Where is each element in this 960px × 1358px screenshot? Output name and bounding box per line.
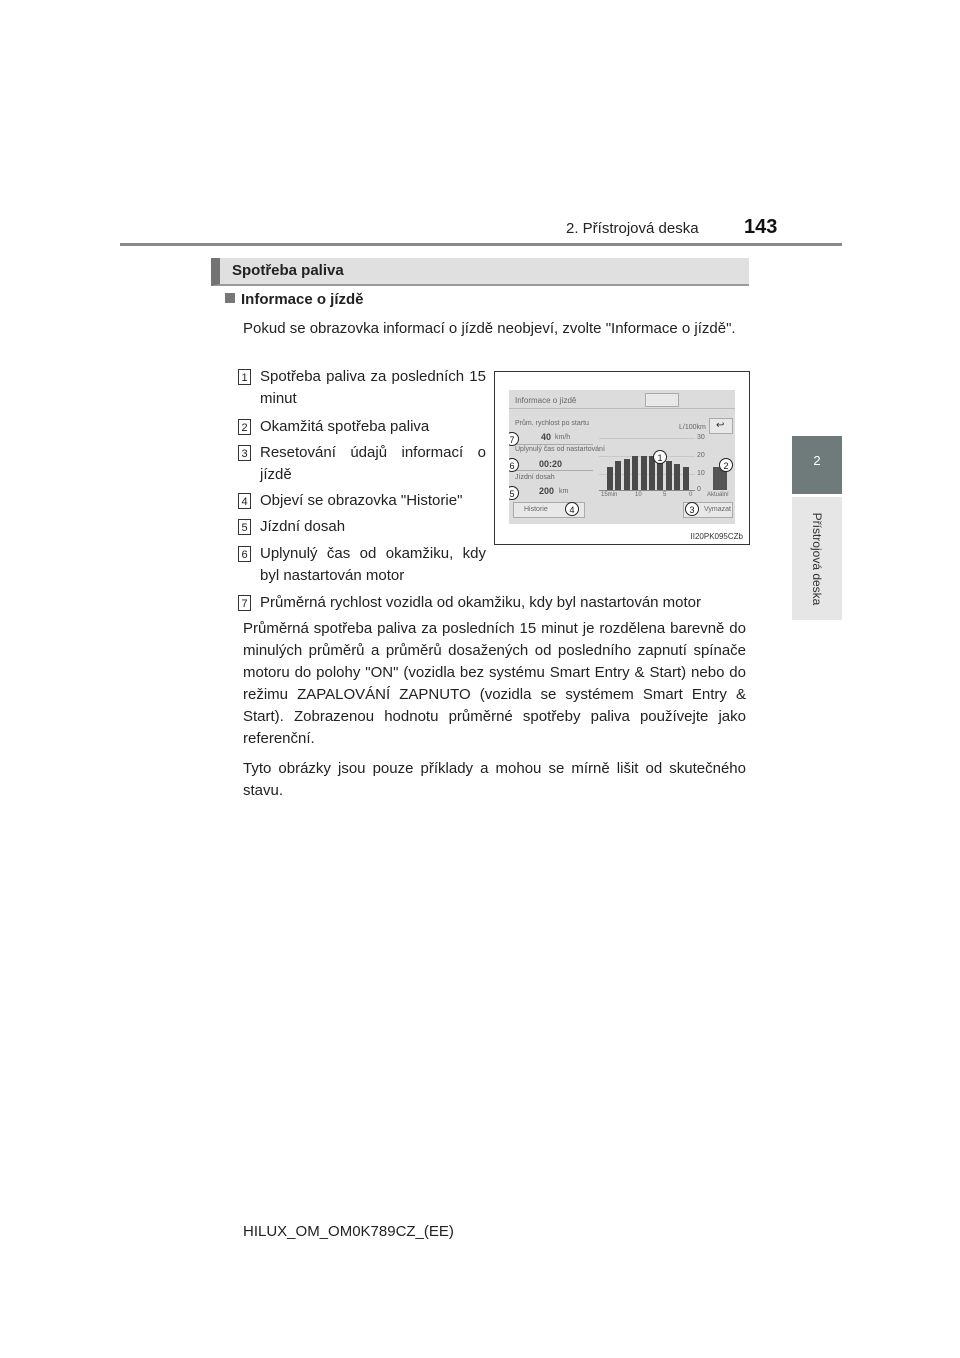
footer-code: HILUX_OM_OM0K789CZ_(EE) <box>243 1223 454 1240</box>
paragraph-consumption: Průměrná spotřeba paliva za posledních 15 minut je rozdělena barevně do minulých průměrů a průměrů dosažených od posledního zapnutí spínače motoru do polohy "ON" (vozidla bez systému Smart Entry & Start) nebo do režimu ZAPALOVÁNÍ ZAPNUTO (vozidla se systémem Smart Entry & Start). Zobrazenou hodnotu průměrné spotřeby paliva používejte jako referenční. <box>243 620 746 747</box>
list-item: Uplynulý čas od okamžiku, kdy byl nastartován motor <box>260 545 486 584</box>
item-number: 3 <box>238 445 251 461</box>
list-item: Okamžitá spotřeba paliva <box>260 418 430 435</box>
list-item: Jízdní dosah <box>260 518 346 535</box>
callout-4: 4 <box>565 502 579 516</box>
list-item: Průměrná rychlost vozidla od okamžiku, kdy byl nastartován motor <box>260 594 702 611</box>
callout-5: 5 <box>509 486 519 500</box>
history-bar <box>624 459 630 490</box>
avg-speed-label: Prům. rychlost po startu <box>515 420 589 427</box>
elapsed-time-value: 00:20 <box>539 459 563 469</box>
history-bar <box>666 461 672 490</box>
chapter-title: 2. Přístrojová deska <box>566 220 699 237</box>
callout-3: 3 <box>685 502 699 516</box>
current-label: Aktuální <box>707 492 729 498</box>
avg-speed-value: 40 <box>541 432 552 442</box>
y-tick: 20 <box>697 452 705 459</box>
list-item: Objeví se obrazovka "Historie" <box>260 492 463 509</box>
clear-button-label: Vymazat <box>704 506 731 513</box>
history-button-label: Historie <box>524 506 548 513</box>
y-tick: 10 <box>697 470 705 477</box>
fuel-history-bars <box>607 438 695 490</box>
x-tick: 15min <box>601 492 618 498</box>
screen-tab[interactable] <box>645 393 679 407</box>
item-number: 1 <box>238 369 251 385</box>
history-bar <box>683 467 689 490</box>
avg-speed-unit: km/h <box>555 434 571 441</box>
header-rule <box>120 243 842 246</box>
section-title: Spotřeba paliva <box>232 262 344 279</box>
y-tick: 0 <box>697 486 701 493</box>
x-tick: 0 <box>689 492 693 498</box>
callout-6: 6 <box>509 458 519 472</box>
item-number: 6 <box>238 546 251 562</box>
back-button[interactable] <box>709 418 733 434</box>
list-item: Spotřeba paliva za posledních 15 minut <box>260 368 486 407</box>
side-tab-title <box>792 497 842 620</box>
section-banner <box>211 258 749 286</box>
figure-code: II20PK095CZb <box>690 532 743 541</box>
item-number: 7 <box>238 595 251 611</box>
unit-label: L/100km <box>679 424 706 431</box>
callout-2: 2 <box>719 458 733 472</box>
trip-info-screen <box>509 390 735 524</box>
callout-7: 7 <box>509 432 519 446</box>
history-bar <box>674 464 680 490</box>
paragraph-disclaimer: Tyto obrázky jsou pouze příklady a mohou se mírně lišit od skutečného stavu. <box>243 760 746 799</box>
history-bar <box>641 456 647 490</box>
subheading-text: Informace o jízdě <box>241 291 364 308</box>
elapsed-time-label: Uplynulý čas od nastartování <box>515 446 605 453</box>
side-tab-title-text: Přístrojová deska <box>810 512 824 605</box>
history-bar <box>607 467 613 490</box>
history-bar <box>615 461 621 490</box>
list-item: Resetování údajů informací o jízdě <box>260 444 486 483</box>
x-tick: 10 <box>635 492 642 498</box>
item-number: 4 <box>238 493 251 509</box>
item-number: 5 <box>238 519 251 535</box>
range-label: Jízdní dosah <box>515 474 555 481</box>
callout-1: 1 <box>653 450 667 464</box>
x-tick: 5 <box>663 492 667 498</box>
intro-paragraph: Pokud se obrazovka informací o jízdě neobjeví, zvolte "Informace o jízdě". <box>243 320 736 337</box>
screen-title: Informace o jízdě <box>515 396 577 405</box>
subheading <box>225 291 364 308</box>
range-unit: km <box>559 488 569 495</box>
y-tick: 30 <box>697 434 705 441</box>
back-arrow-icon: ↩ <box>716 420 725 431</box>
page-number: 143 <box>744 216 778 238</box>
side-tab-number: 2 <box>792 436 842 494</box>
history-bar <box>632 456 638 490</box>
trip-info-figure <box>494 371 750 545</box>
square-bullet-icon <box>225 293 235 303</box>
range-value: 200 <box>539 486 555 496</box>
item-number: 2 <box>238 419 251 435</box>
